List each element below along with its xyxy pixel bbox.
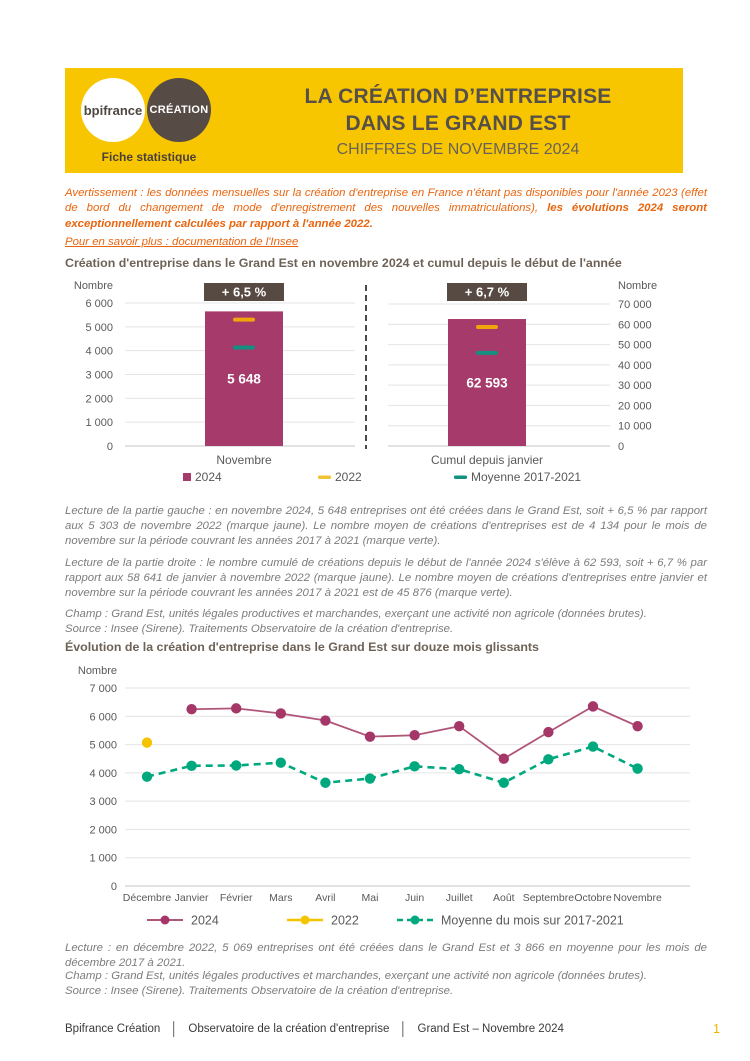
svg-text:Octobre: Octobre	[574, 892, 612, 904]
svg-text:5 000: 5 000	[89, 739, 117, 752]
svg-text:62 593: 62 593	[466, 375, 508, 391]
footer-separator: │	[399, 1021, 408, 1036]
point-2024	[409, 730, 419, 740]
mark-2022-0	[233, 318, 255, 322]
svg-text:Cumul depuis janvier: Cumul depuis janvier	[430, 453, 544, 467]
point-2024	[276, 708, 286, 718]
svg-text:Nombre: Nombre	[618, 280, 658, 292]
svg-text:Mars: Mars	[269, 892, 293, 904]
svg-text:2 000: 2 000	[85, 393, 113, 406]
page-title-line2: DANS LE GRAND EST	[345, 111, 571, 135]
svg-text:2024: 2024	[195, 470, 222, 484]
bar-chart-legend	[183, 470, 581, 484]
moyenne-point	[320, 778, 330, 788]
point-2024	[588, 701, 598, 711]
svg-text:20 000: 20 000	[618, 400, 652, 413]
point-2024	[632, 721, 642, 731]
page-title-line1: LA CRÉATION D’ENTREPRISE	[304, 84, 612, 108]
svg-text:Décembre: Décembre	[122, 892, 172, 904]
svg-text:Mai: Mai	[361, 892, 379, 904]
footer	[65, 1021, 720, 1036]
moyenne-point	[276, 757, 286, 767]
section1-heading: Création d'entreprise dans le Grand Est en novembre 2024 et cumul depuis le début de l'année	[65, 256, 622, 270]
svg-text:40 000: 40 000	[618, 359, 652, 372]
svg-text:30 000: 30 000	[618, 380, 652, 393]
lecture-droite-note: Lecture de la partie droite : le nombre cumulé de créations depuis le début de l'année 2024 s'élève à 62 593, soit + 6,7 % par rapport aux 58 641 de janvier à novembre 2022 (marque jaune). Le nombre moyen de créations d'entreprises entre janvier et novembre sur la période couvrant les années 2017 à 2021 est de 45 876 (marque verte).	[65, 557, 707, 600]
moyenne-point	[365, 773, 375, 783]
section2-heading: Évolution de la création d'entreprise dans le Grand Est sur douze mois glissants	[65, 640, 539, 654]
line-chart-legend	[147, 914, 624, 928]
svg-text:60 000: 60 000	[618, 319, 652, 332]
mark-moyenne-0	[233, 345, 255, 349]
mark-moyenne-1	[476, 351, 498, 355]
logo-zone	[65, 68, 233, 173]
svg-text:Avril: Avril	[315, 892, 336, 904]
svg-text:1 000: 1 000	[89, 852, 117, 865]
svg-text:5 648: 5 648	[227, 371, 261, 387]
warning-text	[65, 186, 707, 232]
point-2024	[365, 731, 375, 741]
svg-text:50 000: 50 000	[618, 339, 652, 352]
bar-panel-1	[388, 280, 657, 467]
svg-text:2022: 2022	[331, 913, 359, 928]
svg-text:Septembre: Septembre	[522, 892, 575, 904]
svg-text:Moyenne du mois sur 2017-2021: Moyenne du mois sur 2017-2021	[441, 913, 624, 928]
svg-text:+ 6,5 %: + 6,5 %	[221, 284, 267, 300]
line-chart	[65, 662, 710, 943]
point-2024	[454, 721, 464, 731]
svg-text:Août: Août	[492, 892, 515, 904]
moyenne-point	[409, 761, 419, 771]
creation-logo: CRÉATION	[147, 78, 211, 142]
svg-text:7 000: 7 000	[89, 683, 117, 695]
svg-text:Janvier: Janvier	[174, 892, 209, 904]
svg-text:0: 0	[618, 441, 625, 453]
svg-text:4 000: 4 000	[89, 767, 117, 780]
tagline: Fiche statistique	[101, 150, 197, 164]
page-number: 1	[713, 1021, 720, 1036]
svg-text:Novembre: Novembre	[613, 892, 662, 904]
svg-text:1 000: 1 000	[85, 417, 113, 430]
line-chart-svg	[65, 662, 710, 938]
svg-text:3 000: 3 000	[85, 369, 113, 382]
moyenne-line	[147, 747, 638, 783]
svg-text:10 000: 10 000	[618, 420, 652, 433]
svg-text:Novembre: Novembre	[216, 453, 272, 467]
svg-text:Moyenne 2017-2021: Moyenne 2017-2021	[471, 470, 582, 484]
svg-text:Nombre: Nombre	[77, 665, 117, 677]
moyenne-point	[186, 761, 196, 771]
mark-2022-1	[476, 325, 498, 329]
header-banner	[65, 68, 683, 173]
svg-text:3 000: 3 000	[89, 796, 117, 809]
page-subtitle: CHIFFRES DE NOVEMBRE 2024	[336, 140, 580, 158]
bar-chart	[65, 277, 710, 496]
svg-text:0: 0	[110, 881, 117, 893]
bar-chart-svg	[65, 277, 710, 491]
point-2024	[499, 754, 509, 764]
svg-text:2 000: 2 000	[89, 824, 117, 837]
source-note-2: Source : Insee (Sirene). Traitements Observatoire de la création d'entreprise.	[65, 985, 454, 997]
svg-text:0: 0	[106, 441, 113, 453]
svg-text:Juin: Juin	[404, 892, 425, 904]
point-2024	[186, 704, 196, 714]
svg-text:5 000: 5 000	[85, 321, 113, 334]
moyenne-point	[142, 771, 152, 781]
svg-text:Février: Février	[219, 892, 253, 904]
footer-separator: │	[170, 1021, 179, 1036]
moyenne-point	[543, 754, 553, 764]
footer-item-brand: Bpifrance Création	[65, 1022, 161, 1035]
moyenne-point	[231, 760, 241, 770]
point-2022	[142, 737, 152, 747]
champ-note-1: Champ : Grand Est, unités légales productives et marchandes, exerçant une activité non agricole (données brutes).	[65, 608, 647, 620]
svg-text:2022: 2022	[335, 470, 362, 484]
header-titles	[233, 68, 683, 173]
source-note-1: Source : Insee (Sirene). Traitements Observatoire de la création d'entreprise.	[65, 623, 454, 635]
champ-note-2: Champ : Grand Est, unités légales productives et marchandes, exerçant une activité non agricole (données brutes).	[65, 970, 647, 982]
moyenne-point	[588, 741, 598, 751]
footer-item-observatoire: Observatoire de la création d'entreprise	[188, 1022, 390, 1035]
bpifrance-logo: bpifrance	[81, 78, 145, 142]
svg-text:Nombre: Nombre	[73, 280, 113, 292]
lecture-note-2: Lecture : en décembre 2022, 5 069 entreprises ont été créées dans le Grand Est et 3 866 en moyenne pour les mois de décembre 2017 à 2021.	[65, 942, 707, 970]
warning-bold: les évolutions 2024 seront exceptionnellement calculées par rapport à l'année 2022.	[65, 202, 707, 230]
svg-text:2024: 2024	[191, 913, 219, 928]
moyenne-point	[454, 764, 464, 774]
moyenne-point	[499, 778, 509, 788]
warning-regular: Avertissement : les données mensuelles sur la création d'entreprise en France n'étant pas disponibles pour l'année 2023 (effet de bord du changement de mode d'enregistrement des nouvelles immatriculations),	[65, 187, 707, 215]
svg-text:+ 6,7 %: + 6,7 %	[464, 284, 510, 300]
svg-text:Juillet: Juillet	[445, 892, 473, 904]
svg-text:6 000: 6 000	[89, 711, 117, 724]
svg-text:4 000: 4 000	[85, 345, 113, 358]
footer-item-region: Grand Est – Novembre 2024	[417, 1022, 564, 1035]
point-2024	[543, 727, 553, 737]
moyenne-point	[632, 763, 642, 773]
lecture-gauche-note: Lecture de la partie gauche : en novembre 2024, 5 648 entreprises ont été créées dans le Grand Est, soit + 6,5 % par rapport aux 5 303 de novembre 2022 (marque jaune). Le nombre moyen de créations d'entreprises est de 4 134 pour le mois de novembre sur la période couvrant les années 2017 à 2021 (marque verte).	[65, 505, 707, 548]
svg-text:70 000: 70 000	[618, 299, 652, 311]
point-2024	[320, 715, 330, 725]
bar-panel-0	[74, 280, 355, 467]
point-2024	[231, 703, 241, 713]
svg-text:6 000: 6 000	[85, 298, 113, 310]
insee-doc-link[interactable]: Pour en savoir plus : documentation de l'Insee	[65, 236, 299, 248]
